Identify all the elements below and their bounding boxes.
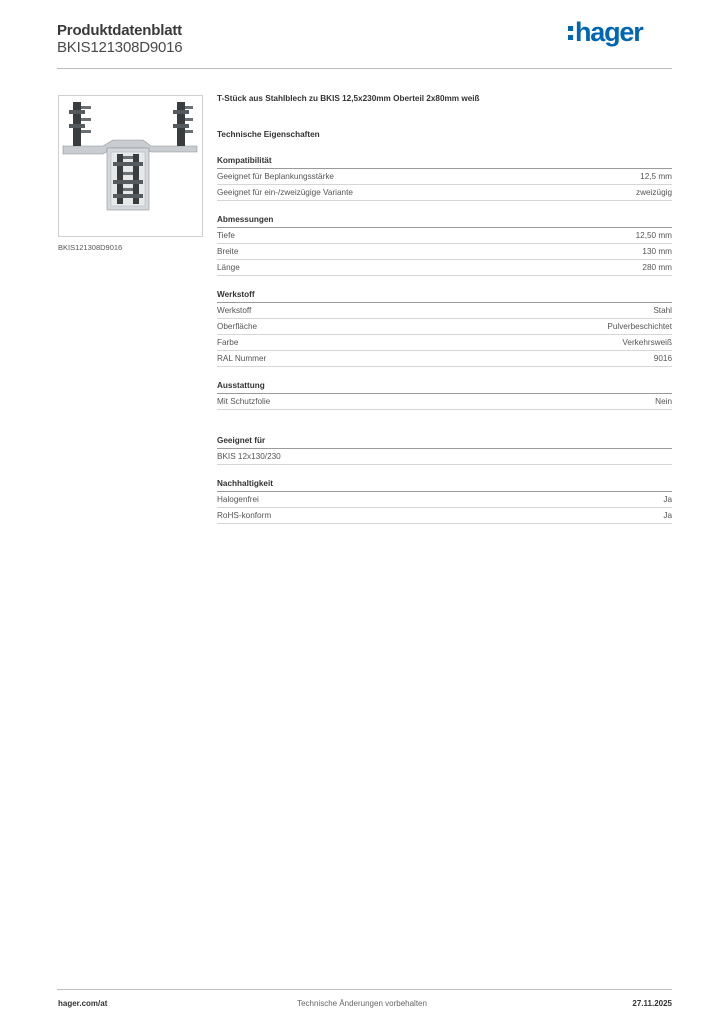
product-image	[58, 95, 203, 237]
row-label: Geeignet für Beplankungsstärke	[217, 172, 334, 181]
row-label: RAL Nummer	[217, 354, 267, 363]
table-row	[217, 260, 672, 276]
row-value: 9016	[653, 354, 672, 363]
table-row	[217, 449, 672, 465]
table-row	[217, 351, 672, 367]
section-title: Werkstoff	[217, 290, 672, 303]
row-label: Geeignet für ein-/zweizügige Variante	[217, 188, 353, 197]
row-value: Ja	[663, 495, 672, 504]
table-row	[217, 228, 672, 244]
table-row	[217, 185, 672, 201]
row-label: Mit Schutzfolie	[217, 397, 271, 406]
section-suitable-for	[217, 436, 672, 465]
row-label: RoHS-konform	[217, 511, 272, 520]
table-row	[217, 394, 672, 410]
row-value: Stahl	[653, 306, 672, 315]
row-value: 12,5 mm	[640, 172, 672, 181]
row-value: Ja	[663, 511, 672, 520]
footer-divider	[57, 989, 672, 990]
image-caption: BKIS121308D9016	[58, 243, 123, 252]
logo-text: hager	[575, 17, 643, 47]
tech-properties-heading: Technische Eigenschaften	[217, 130, 320, 139]
logo-dots-icon	[568, 20, 573, 46]
footer-date: 27.11.2025	[632, 999, 672, 1008]
footer-disclaimer: Technische Änderungen vorbehalten	[297, 999, 427, 1008]
row-value: Nein	[655, 397, 672, 406]
section-title: Kompatibilität	[217, 156, 672, 169]
row-label: Halogenfrei	[217, 495, 259, 504]
page-title: Produktdatenblatt	[57, 22, 182, 39]
table-row	[217, 335, 672, 351]
row-value: 130 mm	[642, 247, 672, 256]
table-row	[217, 319, 672, 335]
row-label: Tiefe	[217, 231, 235, 240]
section-title: Nachhaltigkeit	[217, 479, 672, 492]
row-label: BKIS 12x130/230	[217, 452, 281, 461]
section-equipment	[217, 381, 672, 410]
table-row	[217, 244, 672, 260]
table-row	[217, 169, 672, 185]
datasheet-content	[217, 94, 672, 524]
table-row	[217, 492, 672, 508]
row-label: Farbe	[217, 338, 239, 347]
product-photo-t-piece-icon	[59, 96, 202, 236]
product-description: T-Stück aus Stahlblech zu BKIS 12,5x230mm Oberteil 2x80mm weiß	[217, 94, 480, 103]
header-divider	[57, 68, 672, 69]
section-material	[217, 290, 672, 367]
row-label: Breite	[217, 247, 239, 256]
section-title: Abmessungen	[217, 215, 672, 228]
row-label: Oberfläche	[217, 322, 258, 331]
hager-logo	[568, 18, 643, 48]
product-number: BKIS121308D9016	[57, 39, 183, 56]
table-row	[217, 508, 672, 524]
row-value: 12,50 mm	[635, 231, 672, 240]
footer-website-link[interactable]: hager.com/at	[58, 999, 108, 1008]
section-compatibility	[217, 156, 672, 201]
section-title: Geeignet für	[217, 436, 672, 449]
section-sustainability	[217, 479, 672, 524]
table-row	[217, 303, 672, 319]
row-value: zweizügig	[636, 188, 672, 197]
row-value: Pulverbeschichtet	[607, 322, 672, 331]
row-label: Werkstoff	[217, 306, 252, 315]
row-label: Länge	[217, 263, 240, 272]
row-value: 280 mm	[642, 263, 672, 272]
section-dimensions	[217, 215, 672, 276]
section-title: Ausstattung	[217, 381, 672, 394]
row-value: Verkehrsweiß	[622, 338, 672, 347]
